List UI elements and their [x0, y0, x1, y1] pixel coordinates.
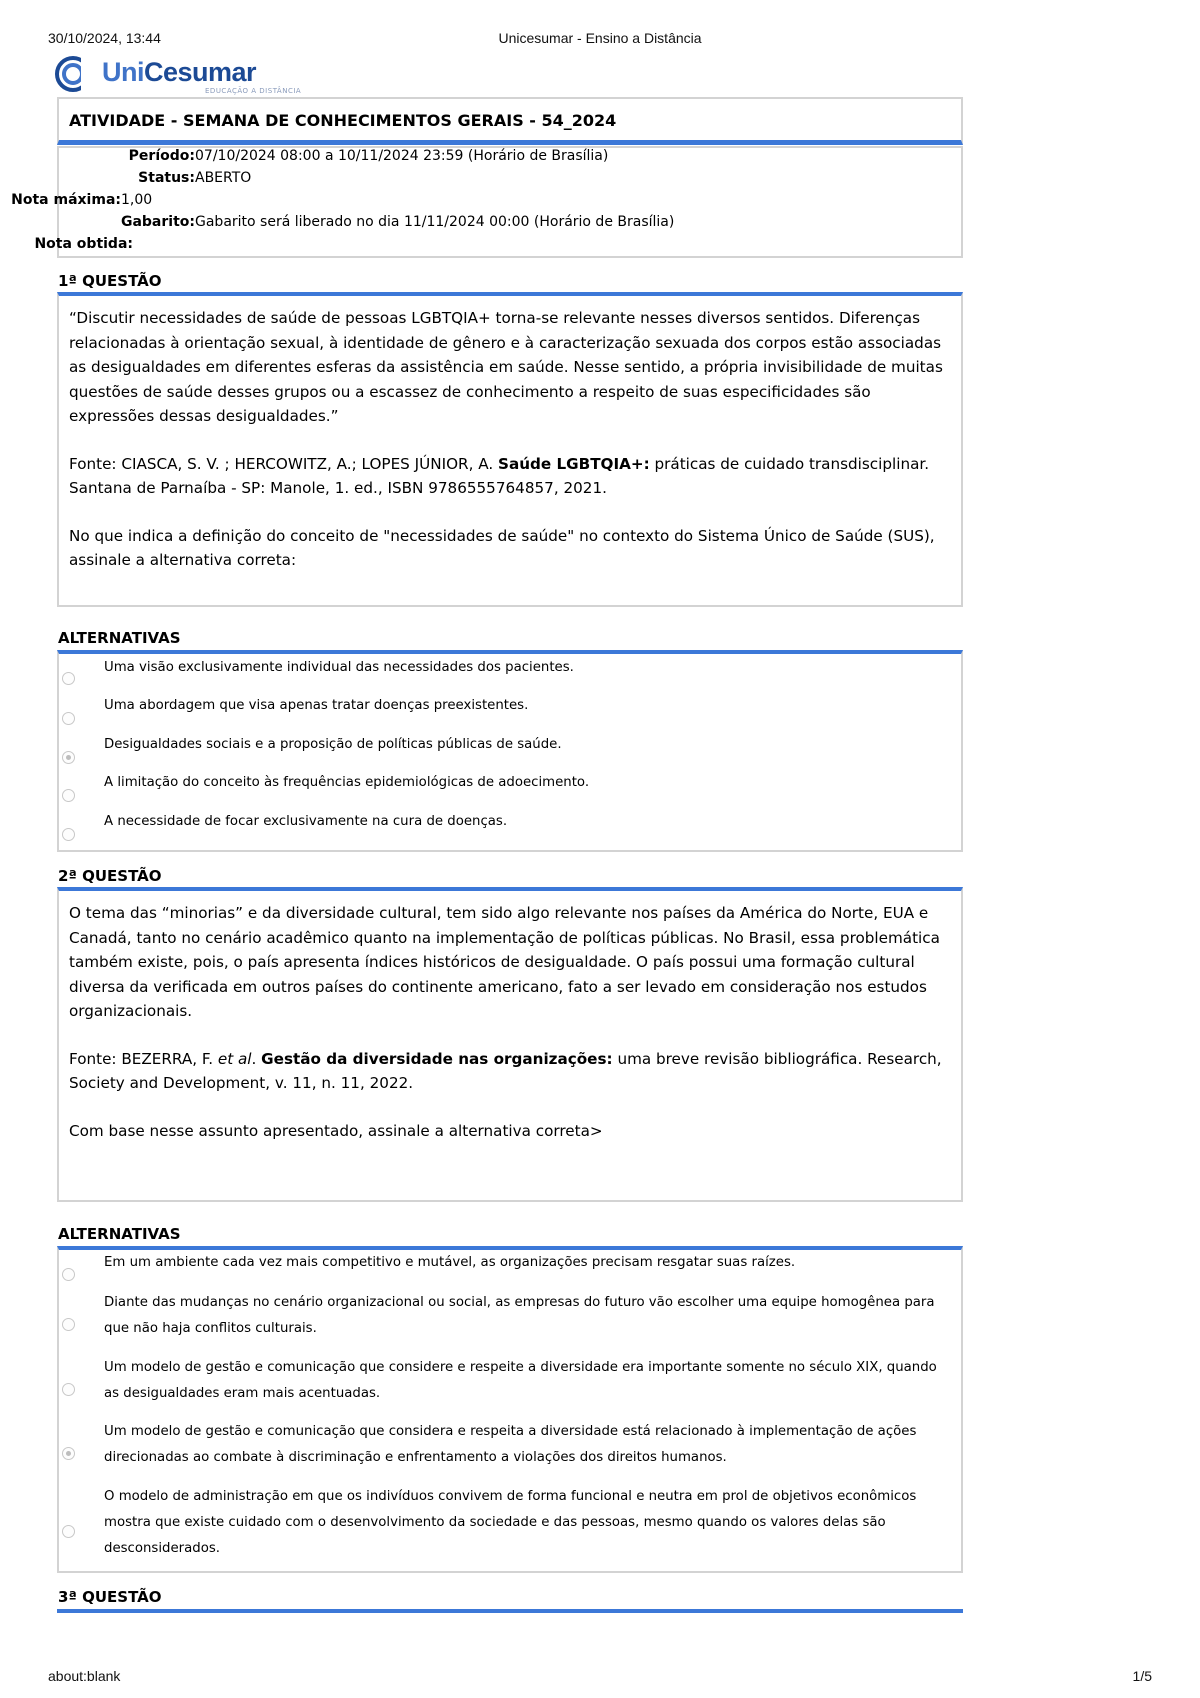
q1-radio-a[interactable]: [62, 672, 75, 685]
gabarito-label: Gabarito:: [120, 214, 195, 230]
status-value: ABERTO: [195, 170, 252, 186]
logo-subtitle: EDUCAÇÃO A DISTÂNCIA: [205, 87, 302, 95]
logo-wordmark: UniCesumar: [102, 57, 257, 87]
question-1-label: 1ª QUESTÃO: [58, 272, 162, 290]
q1-radio-c-selected[interactable]: [62, 751, 75, 764]
activity-info: [11, 146, 963, 258]
q2-alternative-b-text: Diante das mudanças no cenário organizacional ou social, as empresas do futuro vão escolher uma equipe homogênea para que não haja conflitos culturais.: [104, 1295, 935, 1336]
q2-radio-a[interactable]: [62, 1268, 75, 1281]
question-2-alternatives: [57, 1246, 963, 1573]
q2-alternative-d-text: Um modelo de gestão e comunicação que considera e respeita a diversidade está relacionado à implementação de ações direcionadas ao combate à discriminação e enfrentamento a violações dos direitos humanos.: [104, 1424, 917, 1465]
q1-radio-e[interactable]: [62, 828, 75, 841]
q2-radio-c[interactable]: [62, 1383, 75, 1396]
nota-obtida-label: Nota obtida:: [34, 236, 133, 252]
question-1-source: Fonte: CIASCA, S. V. ; HERCOWITZ, A.; LOPES JÚNIOR, A. Saúde LGBTQIA+: práticas de cuidado transdisciplinar. Santana de Parnaíba - SP: Manole, 1. ed., ISBN 9786555764857, 2021.: [69, 454, 930, 497]
info-gabarito: [59, 214, 674, 234]
question-1-alternatives: [57, 650, 963, 852]
q1-alternative-b-text: Uma abordagem que visa apenas tratar doenças preexistentes.: [104, 698, 529, 713]
question-1-alternatives-label: ALTERNATIVAS: [58, 629, 181, 647]
print-header: [48, 30, 1152, 50]
question-2-statement: [57, 887, 963, 1202]
print-footer: [48, 1668, 1152, 1688]
nota-maxima-value: 1,00: [121, 192, 153, 208]
question-1-prompt: No que indica a definição do conceito de "necessidades de saúde" no contexto do Sistema Único de Saúde (SUS), assinale a alternativa correta:: [69, 526, 935, 569]
nota-maxima-label: Nota máxima:: [11, 192, 121, 208]
print-url: about:blank: [48, 1668, 121, 1684]
question-2-label: 2ª QUESTÃO: [58, 867, 162, 885]
print-page-title: Unicesumar - Ensino a Distância: [498, 30, 702, 46]
question-1-statement: [57, 292, 963, 607]
print-page-number: 1/5: [1132, 1668, 1152, 1684]
q1-alternative-d-text: A limitação do conceito às frequências epidemiológicas de adoecimento.: [104, 775, 590, 790]
activity-title: ATIVIDADE - SEMANA DE CONHECIMENTOS GERAIS - 54_2024: [57, 97, 963, 145]
q1-alternative-a-text: Uma visão exclusivamente individual das necessidades dos pacientes.: [104, 660, 574, 675]
periodo-value: 07/10/2024 08:00 a 10/11/2024 23:59 (Horário de Brasília): [195, 148, 609, 164]
info-periodo: [59, 148, 608, 168]
info-nota-maxima: [0, 192, 152, 212]
q1-alternative-e-text: A necessidade de focar exclusivamente na cura de doenças.: [104, 814, 508, 829]
status-label: Status:: [138, 170, 195, 186]
q2-radio-e[interactable]: [62, 1525, 75, 1538]
q1-alternative-c-text: Desigualdades sociais e a proposição de políticas públicas de saúde.: [104, 737, 562, 752]
unicesumar-logo-icon: [55, 56, 95, 92]
q1-radio-d[interactable]: [62, 789, 75, 802]
q1-radio-b[interactable]: [62, 712, 75, 725]
periodo-label: Período:: [128, 148, 195, 164]
question-3-divider: [57, 1609, 963, 1613]
q2-radio-d-selected[interactable]: [62, 1447, 75, 1460]
q2-alternative-e-text: O modelo de administração em que os indivíduos convivem de forma funcional e neutra em prol de objetivos econômicos mostra que existe cuidado com o desenvolvimento da sociedade e das pessoas, mesmo quando os valores delas são desconsiderados.: [104, 1489, 917, 1556]
q2-alternative-a-text: Em um ambiente cada vez mais competitivo e mutável, as organizações precisam resgatar suas raízes.: [104, 1255, 796, 1270]
gabarito-value: Gabarito será liberado no dia 11/11/2024 00:00 (Horário de Brasília): [195, 214, 675, 230]
q2-radio-b[interactable]: [62, 1318, 75, 1331]
question-2-source: Fonte: BEZERRA, F. et al. Gestão da diversidade nas organizações: uma breve revisão bibliográfica. Research, Society and Development, v. 11, n. 11, 2022.: [69, 1049, 942, 1092]
info-status: [59, 170, 251, 190]
question-2-text: O tema das “minorias” e da diversidade cultural, tem sido algo relevante nos países da América do Norte, EUA e Canadá, tanto no cenário acadêmico quanto na implementação de políticas públicas. No Brasil, essa problemática também existe, pois, o país apresenta índices históricos de desigualdade. O país possui uma formação cultural diversa da verificada em outros países do continente americano, fato a ser levado em consideração nos estudos organizacionais.: [69, 904, 940, 1020]
question-2-prompt: Com base nesse assunto apresentado, assinale a alternativa correta>: [69, 1121, 603, 1140]
info-nota-obtida: [0, 236, 133, 256]
question-3-label: 3ª QUESTÃO: [58, 1588, 162, 1606]
question-2-alternatives-label: ALTERNATIVAS: [58, 1225, 181, 1243]
q2-alternative-c-text: Um modelo de gestão e comunicação que considere e respeite a diversidade era importante somente no século XIX, quando as desigualdades eram mais acentuadas.: [104, 1360, 937, 1401]
question-1-quote: “Discutir necessidades de saúde de pessoas LGBTQIA+ torna-se relevante nesses diversos sentidos. Diferenças relacionadas à orientação sexual, à identidade de gênero e à caracterização sexuada dos corpos estão associadas as desigualdades em diferentes esferas da assistência em saúde. Nesse sentido, a própria invisibilidade de muitas questões de saúde desses grupos ou a escassez de conhecimento a respeito de suas especificidades são expressões dessas desigualdades.”: [69, 309, 943, 425]
print-datetime: 30/10/2024, 13:44: [48, 30, 161, 46]
